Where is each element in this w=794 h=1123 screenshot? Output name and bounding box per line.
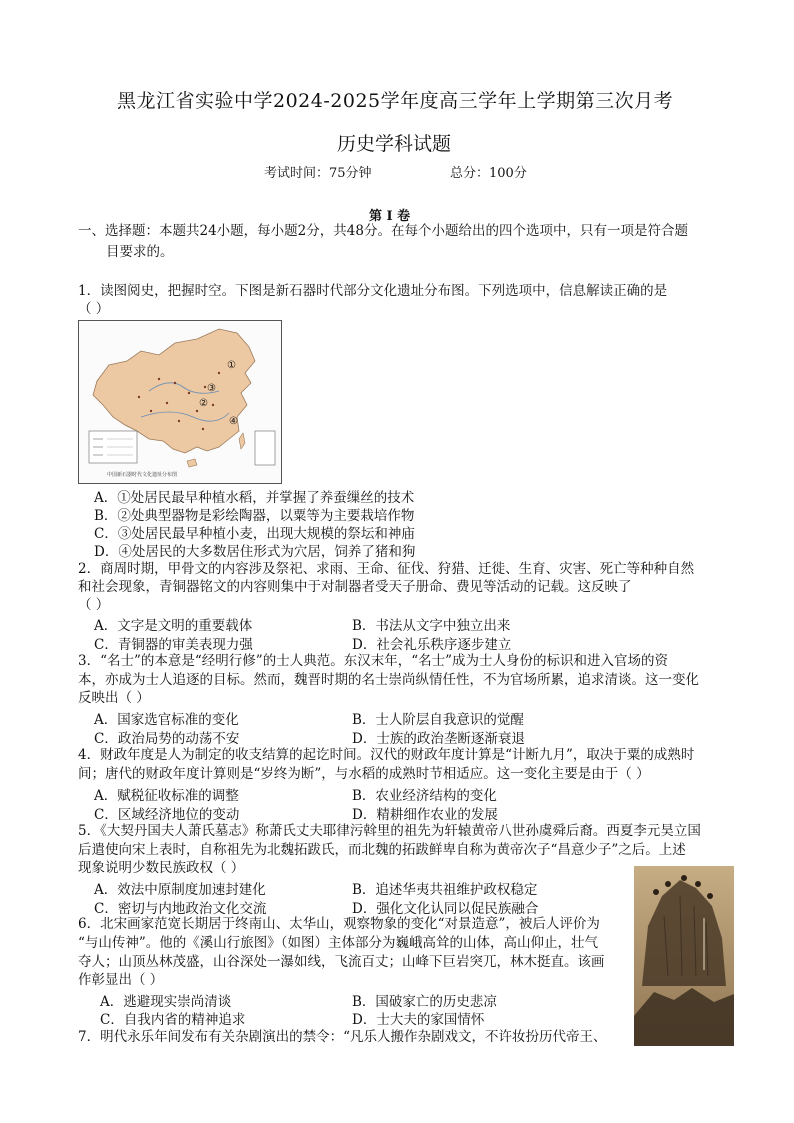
q2-answer-blank: （ ） (78, 597, 110, 613)
q2-option-c[interactable]: C．青铜器的审美表现力强 (94, 637, 253, 653)
hainan-island (187, 459, 197, 467)
q5-option-c[interactable]: C．密切与内地政治文化交流 (94, 901, 267, 917)
q6-option-b[interactable]: B．国破家亡的历史悲凉 (352, 994, 497, 1010)
taiwan-island (239, 433, 245, 449)
q5-stem-line3: 现象说明少数民族政权（ ） (78, 860, 245, 876)
q3-stem-line2: 本，亦成为士人追逐的目标。然而，魏晋时期的名士崇尚纵情任性，不为官场所累，追求清谈。这一变化 (78, 672, 699, 688)
q5-option-d[interactable]: D．强化文化认同以促民族融合 (352, 901, 539, 917)
q5-stem-line1: 5．《大契丹国夫人萧氏墓志》称萧氏丈夫耶律污斡里的祖先为轩辕黄帝八世孙虞舜后裔。西夏李元昊立国 (78, 823, 701, 839)
map-marker-4: ④ (229, 416, 238, 427)
painting-graphic (634, 866, 734, 1046)
q6-stem-line3: 夺人；山顶丛林茂盛，山谷深处一瀑如线，飞流百丈；山峰下巨岩突兀，林木挺直。该画 (78, 954, 605, 970)
map-marker-2: ② (199, 398, 208, 409)
q4-option-d[interactable]: D．精耕细作农业的发展 (352, 807, 498, 823)
q1-option-b[interactable]: B．②处典型器物是彩绘陶器，以粟等为主要栽培作物 (94, 508, 415, 524)
q4-stem-line2: 间；唐代的财政年度计算则是“岁终为断”，与水稻的成熟时节相适应。这一变化主要是由于（ ） (78, 766, 650, 782)
q1-option-d[interactable]: D．④处居民的大多数居住形式为穴居，饲养了猪和狗 (94, 544, 416, 560)
section-instruction-line1: 一、选择题：本题共24小题，每小题2分，共48分。在每个小题给出的四个选项中，只有一项是符合题 (78, 223, 688, 239)
q2-option-d[interactable]: D．社会礼乐秩序逐步建立 (352, 637, 512, 653)
q1-option-a[interactable]: A．①处居民最早种植水稻，并掌握了养蚕缫丝的技术 (94, 490, 415, 506)
q1-option-c[interactable]: C．③处居民最早种植小麦，出现大规模的祭坛和神庙 (94, 526, 415, 542)
q2-option-b[interactable]: B．书法从文字中独立出来 (352, 618, 511, 634)
map-marker-3: ③ (207, 383, 216, 394)
q3-option-b[interactable]: B．士人阶层自我意识的觉醒 (352, 712, 524, 728)
map-marker-1: ① (227, 360, 236, 371)
q2-stem-line1: 2．商周时期，甲骨文的内容涉及祭祀、求雨、王命、征伐、狩猎、迁徙、生育、灾害、死亡等种种自然 (78, 561, 695, 577)
q3-stem-line3: 反映出（ ） (78, 690, 150, 706)
q6-option-d[interactable]: D．士大夫的家国情怀 (352, 1012, 485, 1028)
q2-stem-line2: 和社会现象，青铜器铭文的内容则集中于对制器者受天子册命、费见等活动的记载。这反映了 (78, 579, 632, 595)
section-instruction-line2: 目要求的。 (106, 244, 174, 260)
painting-xishan-travelers (634, 866, 734, 1046)
q5-stem-line2: 后遣使向宋上表时，自称祖先为北魏拓跋氏，而北魏的拓跋鲜卑自称为黄帝次子“昌意少子”之后。上述 (78, 842, 686, 858)
q7-stem-line1: 7．明代永乐年间发布有关杂剧演出的禁令：“凡乐人搬作杂剧戏文，不许妆扮历代帝王、 (78, 1029, 607, 1045)
q5-option-b[interactable]: B．追述华夷共祖维护政权稳定 (352, 882, 538, 898)
q6-stem-line1: 6．北宋画家范宽长期居于终南山、太华山，观察物象的变化“对景造意”，被后人评价为 (78, 916, 600, 932)
q4-option-c[interactable]: C．区域经济地位的变动 (94, 807, 240, 823)
q1-answer-blank: （ ） (78, 301, 110, 317)
q6-stem-line4: 作彰显出（ ） (78, 972, 164, 988)
q4-stem-line1: 4．财政年度是人为制定的收支结算的起讫时间。汉代的财政年度计算是“计断九月”，取决于粟的成熟时 (78, 747, 695, 763)
q2-option-a[interactable]: A．文字是文明的重要载体 (94, 618, 253, 634)
map-caption: 中国新石器时代文化遗址分布图 (107, 472, 178, 478)
q3-option-d[interactable]: D．士族的政治垄断逐渐衰退 (352, 731, 525, 747)
q6-stem-line2: “与山传神”。他的《溪山行旅图》（如图）主体部分为巍峨高耸的山体，高山仰止，壮气 (78, 935, 599, 951)
q6-option-a[interactable]: A．逃避现实崇尚清谈 (100, 994, 232, 1010)
q5-option-a[interactable]: A．效法中原制度加速封建化 (94, 882, 266, 898)
south-sea-inset (255, 431, 275, 465)
map-graphic (79, 321, 281, 483)
q3-option-c[interactable]: C．政治局势的动荡不安 (94, 731, 240, 747)
exam-time: 考试时间：75分钟 (264, 166, 372, 181)
section-label: 第 Ⅰ 卷 (369, 209, 411, 224)
q3-option-a[interactable]: A．国家选官标准的变化 (94, 712, 239, 728)
neolithic-sites-map (78, 320, 282, 484)
q4-option-a[interactable]: A．赋税征收标准的调整 (94, 788, 239, 804)
exam-title: 黑龙江省实验中学2024-2025学年度高三学年上学期第三次月考 (117, 90, 674, 112)
q4-option-b[interactable]: B．农业经济结构的变化 (352, 788, 497, 804)
total-score: 总分：100分 (450, 166, 527, 181)
subject-title: 历史学科试题 (337, 133, 452, 155)
q1-stem: 1．读图阅史，把握时空。下图是新石器时代部分文化遗址分布图。下列选项中，信息解读正确的是 (78, 283, 668, 299)
q6-option-c[interactable]: C．自我内省的精神追求 (100, 1012, 246, 1028)
q3-stem-line1: 3．“名士”的本意是“经明行修”的士人典范。东汉末年，“名士”成为士人身份的标识和进入官场的资 (78, 653, 668, 669)
